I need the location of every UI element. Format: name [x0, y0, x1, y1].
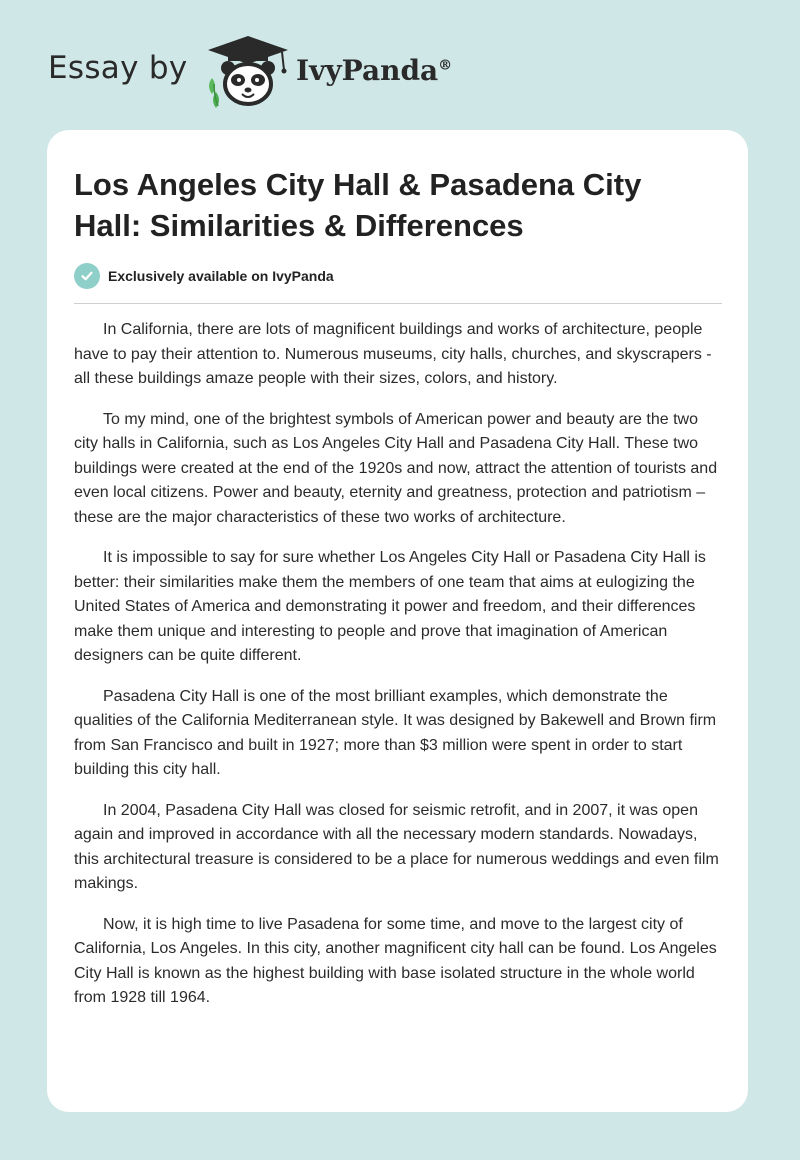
title-divider [74, 303, 722, 304]
site-header [0, 0, 800, 130]
essay-title: Los Angeles City Hall & Pasadena City Hall: Similarities & Differences [74, 167, 642, 243]
check-icon [74, 263, 100, 289]
registered-mark: ® [438, 57, 453, 74]
exclusive-badge [74, 263, 334, 289]
brand-name[interactable] [296, 54, 452, 87]
paragraph: Pasadena City Hall is one of the most brilliant examples, which demonstrate the qualities of the California Mediterranean style. It was designed by Bakewell and Brown firm from San Francisco and built in 1927; more than $3 million were spent in order to start building this city hall. [74, 687, 717, 778]
paragraph: In California, there are lots of magnificent buildings and works of architecture, people have to pay their attention to. Numerous museums, city halls, churches, and skyscrapers - all these buildings amaze people with their sizes, colors, and history. [74, 321, 712, 387]
paragraph: In 2004, Pasadena City Hall was closed for seismic retrofit, and in 2007, it was open again and improved in accordance with all the necessary modern standards. Nowadays, this architectural treasure is considered to be a place for numerous weddings and even film makings. [74, 801, 719, 892]
paragraph: It is impossible to say for sure whether Los Angeles City Hall or Pasadena City Hall is better: their similarities make them the members of one team that aims at eulogizing the United States of America and demonstrating it power and freedom, and their differences make them unique and interesting to people and prove that imagination of American designers can be quite different. [74, 549, 706, 664]
paragraph: To my mind, one of the brightest symbols of American power and beauty are the two city halls in California, such as Los Angeles City Hall and Pasadena City Hall. These two buildings were created at the end of the 1920s and now, attract the attention of tourists and even local citizens. Power and beauty, eternity and greatness, protection and patriotism – these are the major characteristics of these two works of architecture. [74, 410, 718, 526]
essay-body [74, 318, 722, 1027]
paragraph: Now, it is high time to live Pasadena for some time, and move to the largest city of California, Los Angeles. In this city, another magnificent city hall can be found. Los Angeles City Hall is known as the highest building with base isolated structure in the whole world from 1928 till 1964. [74, 915, 717, 1006]
panda-logo-icon[interactable] [202, 34, 294, 110]
essay-card [47, 130, 748, 1112]
brand-name-text: IvyPanda [296, 54, 439, 87]
essay-by-label: Essay by [48, 50, 188, 86]
exclusive-badge-text: Exclusively available on IvyPanda [108, 268, 334, 284]
